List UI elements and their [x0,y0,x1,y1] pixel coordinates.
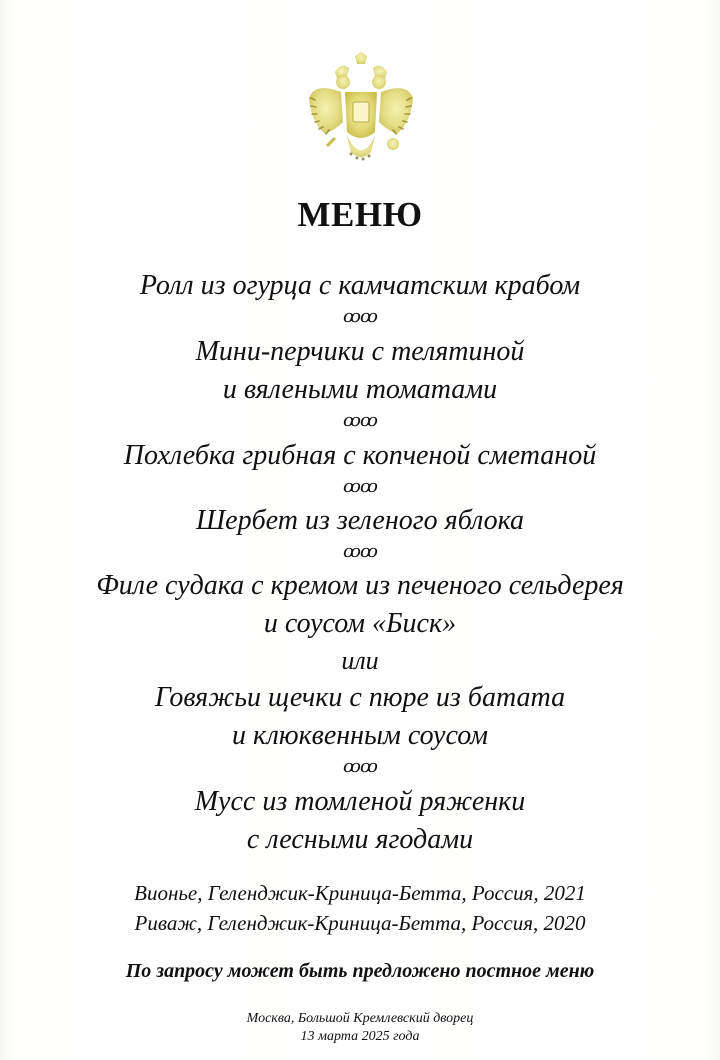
menu-title: МЕНЮ [297,195,423,234]
dish-1-line-1: Ролл из огурца с камчатским крабом [139,270,581,301]
wine-2: Риваж, Геленджик-Криница-Бетта, Россия, 2020 [134,911,586,935]
lenten-menu-note: По запросу может быть предложено постное меню [125,960,595,982]
dish-7-line-2: с лесными ягодами [246,824,474,855]
ornament-separator: ꝏꝏ [343,306,377,327]
dish-5-line-1: Филе судака с кремом из печеного сельдерея [96,570,624,601]
event-date: 13 марта 2025 года [300,1029,420,1044]
event-location: Москва, Большой Кремлевский дворец [246,1011,474,1026]
dish-6-line-2: и клюквенным соусом [231,720,489,751]
dish-2-line-1: Мини-перчики с телятиной [195,336,525,367]
dish-3-line-1: Похлебка грибная с копченой сметаной [123,440,597,471]
dish-7-line-1: Мусс из томленой ряженки [194,786,526,817]
dish-4-line-1: Шербет из зеленого яблока [195,505,525,536]
dish-2-line-2: и вялеными томатами [222,374,498,405]
dish-5-line-2: и соусом «Биск» [263,608,457,639]
double-headed-eagle-emblem-icon [305,52,417,170]
ornament-separator: ꝏꝏ [343,756,377,777]
ornament-separator: ꝏꝏ [343,541,377,562]
wine-1: Вионье, Геленджик-Криница-Бетта, Россия, 2021 [134,881,586,905]
ornament-separator: ꝏꝏ [343,410,377,431]
ornament-separator: ꝏꝏ [343,476,377,497]
alternative-or: или [341,646,379,675]
dish-6-line-1: Говяжьи щечки с пюре из батата [154,682,566,713]
